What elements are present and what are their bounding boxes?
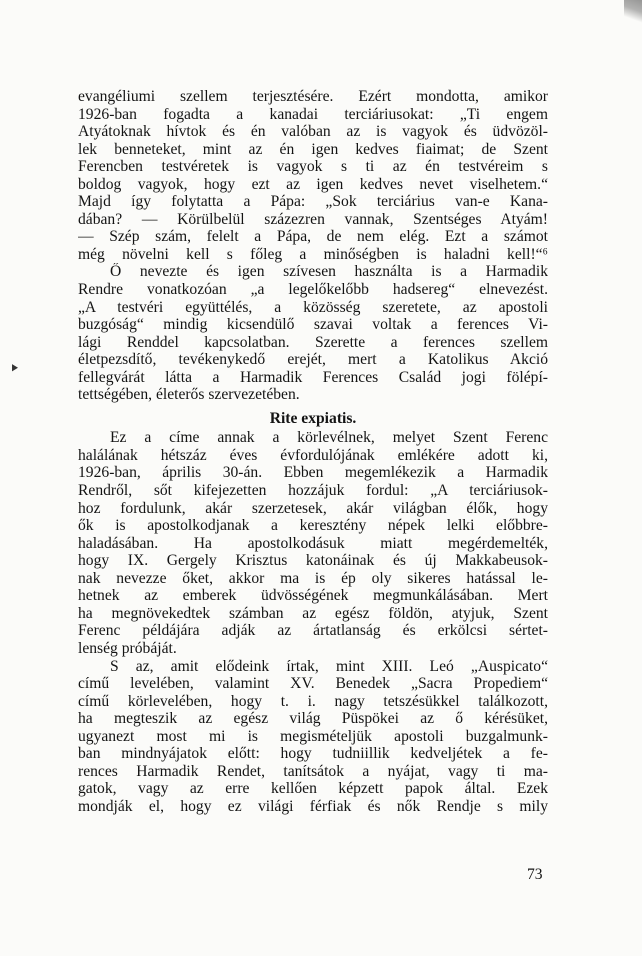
text-line: lenség próbáját. bbox=[78, 639, 177, 657]
text-line: című levelében, valamint XV. Benedek „Sacra Propediem“ bbox=[78, 675, 548, 693]
text-line: gatok, vagy az erre kellően képzett papok által. Ezek bbox=[78, 780, 548, 798]
text-line: tettségében, életerős szervezetében. bbox=[78, 386, 300, 404]
text-line: evangéliumi szellem terjesztésére. Ezért mondotta, amikor bbox=[78, 88, 548, 105]
text-line: — Szép szám, felelt a Pápa, de nem elég. Ezt a számot bbox=[78, 228, 548, 246]
text-line: fellegvárát látta a Harmadik Ferences Család jogi fölépí- bbox=[78, 368, 548, 386]
text-line: 1926-ban fogadta a kanadai terciáriusokat: „Ti engem bbox=[78, 105, 548, 123]
text-line: című körlevelében, hogy t. i. nagy tetszésükkel találkozott, bbox=[78, 692, 548, 710]
text-line: hogy IX. Gergely Krisztus katonáinak és új Makkabeusok- bbox=[78, 552, 548, 570]
text-line: ha megnövekedtek számban az egész földön, atyjuk, Szent bbox=[78, 604, 548, 622]
text-line: Ferencben testvéretek is vagyok s ti az én testvéreim s bbox=[78, 158, 548, 176]
text-line: Ez a címe annak a körlevélnek, melyet Szent Ferenc bbox=[110, 429, 548, 447]
text-line: rences Harmadik Rendet, tanítsátok a nyájat, vagy ti ma- bbox=[78, 762, 548, 780]
page-number: 73 bbox=[527, 866, 543, 883]
text-line: boldog vagyok, hogy ezt az igen kedves nevet viselhetem.“ bbox=[78, 175, 548, 193]
text-line: 1926-ban, április 30-án. Ebben megemlékezik a Harmadik bbox=[78, 464, 548, 482]
text-line: Ő nevezte és igen szívesen használta is a Harmadik bbox=[110, 263, 548, 281]
text-line: Rendről, sőt kifejezetten hozzájuk fordul: „A terciáriusok- bbox=[78, 482, 548, 500]
paragraph-3 bbox=[78, 429, 548, 657]
text-line: S az, amit elődeink írtak, mint XIII. Leó „Auspicato“ bbox=[110, 657, 548, 675]
text-line: mondják el, hogy ez világi férfiak és nők Rendje s mily bbox=[78, 797, 548, 815]
text-line: halálának hétszáz éves évfordulójának emlékére adott ki, bbox=[78, 446, 548, 464]
text-line: még növelni kell s főleg a minőségben is haladni kell!“⁶ bbox=[78, 245, 548, 263]
paragraph-2 bbox=[78, 263, 548, 403]
section-heading: Rite expiatis. bbox=[269, 409, 357, 427]
paragraph-4 bbox=[78, 658, 548, 816]
text-line: nak nevezze őket, akkor ma is ép oly sikeres hatással le- bbox=[78, 569, 548, 587]
text-line: Majd így folytatta a Pápa: „Sok terciárius van-e Kana- bbox=[78, 193, 548, 211]
text-line: Ferenc példájára adják az ártatlanság és erkölcsi sértet- bbox=[78, 622, 548, 640]
text-line: „A testvéri együttélés, a közösség szeretete, az apostoli bbox=[78, 298, 548, 316]
paragraph-1 bbox=[78, 88, 548, 263]
text-line: ban mindnyájatok előtt: hogy tudniillik kedveljétek a fe- bbox=[78, 745, 548, 763]
text-line: dában? — Körülbelül százezren vannak, Szentséges Atyám! bbox=[78, 210, 548, 228]
text-line: életpezsdítő, tevékenykedő erejét, mert a Katolikus Akció bbox=[78, 351, 548, 369]
text-line: ugyanezt most mi is megismételjük apostoli buzgalmunk- bbox=[78, 727, 548, 745]
text-line: lági Renddel kapcsolatban. Szerette a ferences szellem bbox=[78, 333, 548, 351]
text-line: ha megteszik az egész világ Püspökei az ő kérésüket, bbox=[78, 710, 548, 728]
text-line: buzgóság“ mindig kicsendülő szavai voltak a ferences Vi- bbox=[78, 316, 548, 334]
text-line: Rendre vonatkozóan „a legelőkelőbb hadsereg“ elnevezést. bbox=[78, 281, 548, 299]
text-line: haladásában. Ha apostolkodásuk miatt megérdemelték, bbox=[78, 534, 548, 552]
page-corner-shadow bbox=[624, 0, 642, 24]
text-line: hetnek az emberek üdvösségének megmunkálásában. Mert bbox=[78, 587, 548, 605]
text-line: Atyátoknak hívtok és én valóban az is vagyok és üdvözöl- bbox=[78, 123, 548, 141]
margin-mark: ▸ bbox=[12, 358, 19, 376]
text-line: ők is apostolkodjanak a keresztény népek lelki előbbre- bbox=[78, 517, 548, 535]
page-body bbox=[78, 88, 548, 815]
text-line: hoz fordulunk, akár szerzetesek, akár világban élők, hogy bbox=[78, 499, 548, 517]
text-line: lek benneteket, mint az én igen kedves fiaimat; de Szent bbox=[78, 140, 548, 158]
